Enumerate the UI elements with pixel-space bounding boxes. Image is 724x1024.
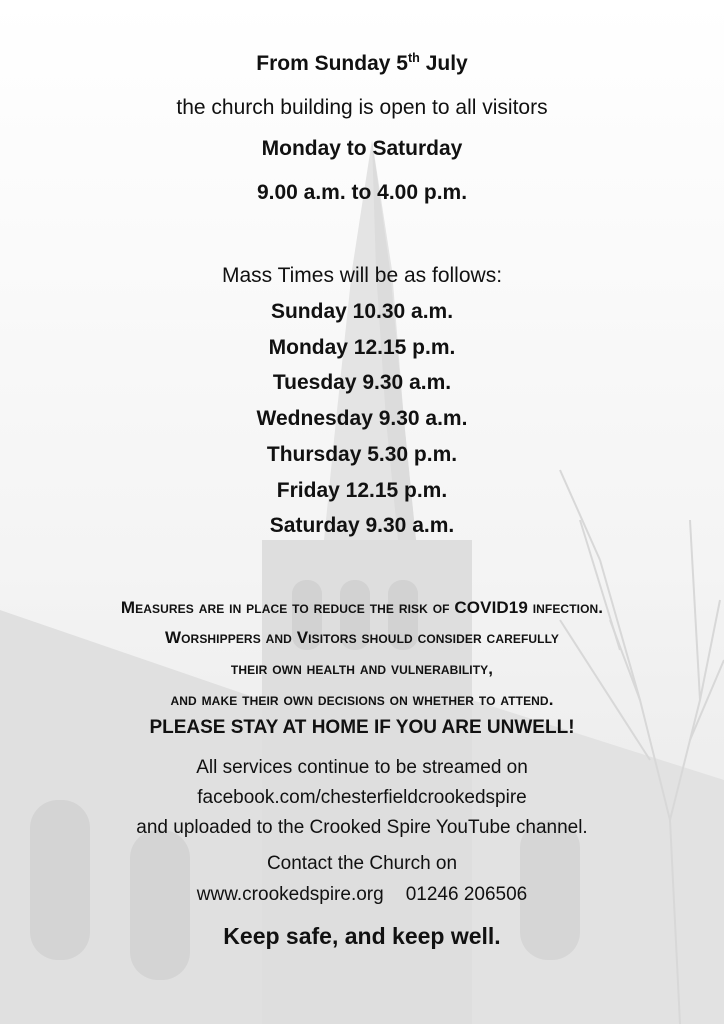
measures-line: their own health and vulnerability, — [230, 659, 494, 678]
streaming-line: All services continue to be streamed on — [196, 757, 528, 778]
measures-line: Measures are in place to reduce the risk of COVID19 infection. — [120, 598, 604, 617]
phone-number: 01246 206506 — [405, 884, 528, 905]
opening-date-heading — [0, 52, 724, 76]
opening-hours: 9.00 a.m. to 4.00 p.m. — [256, 181, 468, 204]
contact-details — [0, 884, 724, 906]
opening-date-month: July — [425, 52, 468, 75]
mass-time-item: Sunday 10.30 a.m. — [270, 300, 454, 323]
mass-time-item: Wednesday 9.30 a.m. — [256, 407, 468, 430]
contact-intro: Contact the Church on — [266, 853, 458, 874]
open-to-visitors-text: the church building is open to all visitors — [176, 96, 548, 119]
mass-time-item: Tuesday 9.30 a.m. — [272, 371, 452, 394]
measures-line: Worshippers and Visitors should consider carefully — [164, 628, 560, 647]
website-link[interactable]: www.crookedspire.org — [196, 884, 384, 905]
mass-time-item: Friday 12.15 p.m. — [276, 479, 448, 502]
mass-time-item: Saturday 9.30 a.m. — [269, 514, 455, 537]
closing-message: Keep safe, and keep well. — [223, 923, 501, 949]
streaming-line: and uploaded to the Crooked Spire YouTube channel. — [136, 817, 588, 838]
opening-date-prefix: From Sunday 5 — [256, 52, 408, 75]
mass-time-item: Monday 12.15 p.m. — [268, 336, 456, 359]
opening-date-suffix: th — [407, 51, 420, 65]
measures-line: and make their own decisions on whether to attend. — [170, 690, 554, 709]
opening-days: Monday to Saturday — [261, 137, 463, 160]
mass-time-item: Thursday 5.30 p.m. — [266, 443, 458, 466]
facebook-link[interactable]: facebook.com/chesterfieldcrookedspire — [197, 787, 527, 808]
mass-times-intro: Mass Times will be as follows: — [221, 264, 503, 287]
stay-home-warning: PLEASE STAY AT HOME IF YOU ARE UNWELL! — [149, 717, 575, 738]
